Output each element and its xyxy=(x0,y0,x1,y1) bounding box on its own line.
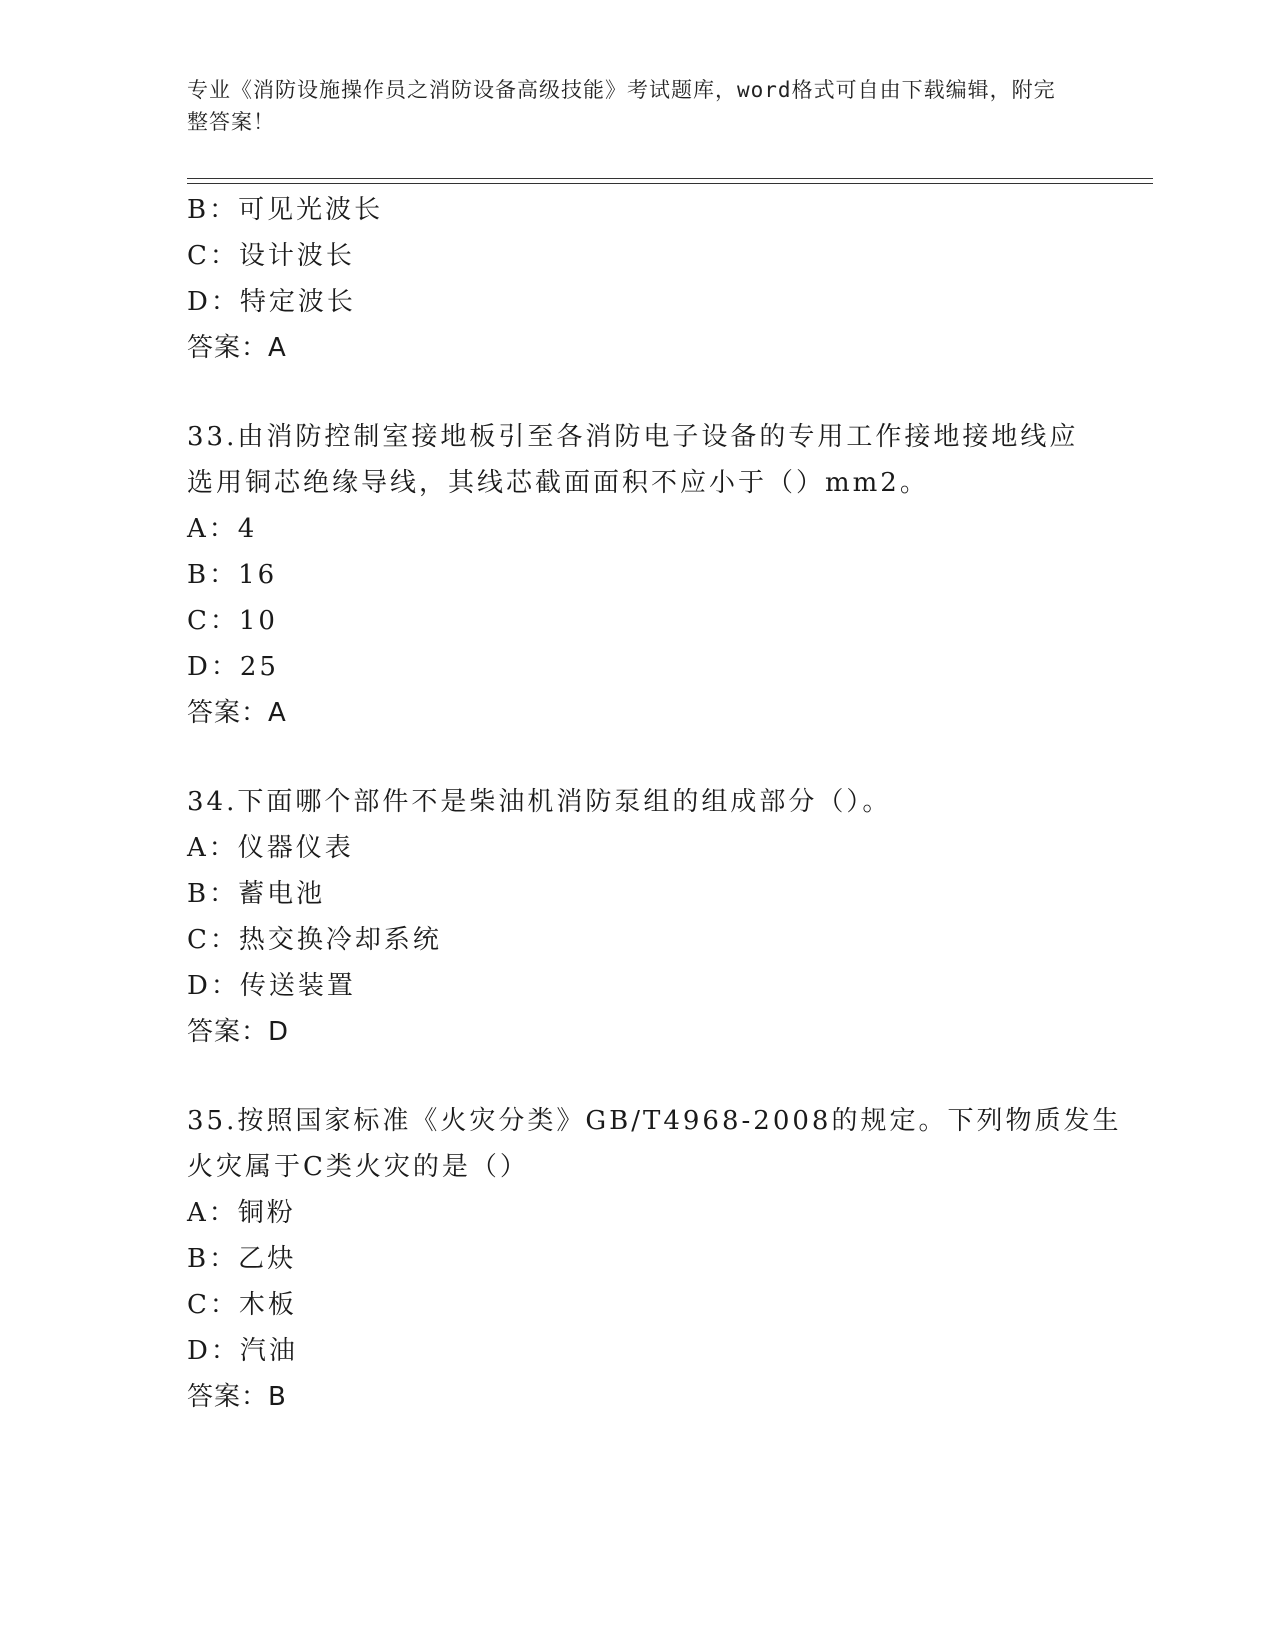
option-d: D：传送装置 xyxy=(187,971,356,1001)
option-c: C：木板 xyxy=(187,1290,297,1320)
option-c: C：热交换冷却系统 xyxy=(187,925,442,955)
spacer xyxy=(187,1055,1067,1098)
answer-line: 答案：B xyxy=(187,1382,287,1412)
option-a: A：铜粉 xyxy=(187,1198,296,1228)
option-a: A：4 xyxy=(187,514,258,544)
question-block-32 xyxy=(187,187,1067,371)
option-c: C：10 xyxy=(187,606,278,636)
option-c: C：设计波长 xyxy=(187,241,355,271)
question-block-33 xyxy=(187,414,1079,736)
question-text-line: 33.由消防控制室接地板引至各消防电子设备的专用工作接地接地线应 xyxy=(187,422,1079,452)
question-text-line: 选用铜芯绝缘导线，其线芯截面面积不应小于（）mm2。 xyxy=(187,468,929,498)
question-block-34 xyxy=(187,779,1067,1055)
answer-line: 答案：A xyxy=(187,698,287,728)
answer-line: 答案：A xyxy=(187,333,287,363)
document-header: 专业《消防设施操作员之消防设备高级技能》考试题库，word格式可自由下载编辑，附完整答案！ xyxy=(187,78,1056,134)
option-d: D：特定波长 xyxy=(187,287,356,317)
question-list xyxy=(187,187,1122,1420)
header-divider-top xyxy=(187,178,1153,179)
option-b: B：可见光波长 xyxy=(187,195,384,225)
option-b: B：蓄电池 xyxy=(187,879,326,909)
option-a: A：仪器仪表 xyxy=(187,833,354,863)
option-d: D：汽油 xyxy=(187,1336,298,1366)
spacer xyxy=(187,736,1067,779)
option-d: D：25 xyxy=(187,652,279,682)
question-text-line: 火灾属于C类火灾的是（） xyxy=(187,1152,529,1182)
option-b: B：乙炔 xyxy=(187,1244,297,1274)
question-text-line: 35.按照国家标准《火灾分类》GB/T4968-2008的规定。下列物质发生 xyxy=(187,1106,1122,1136)
header-divider-bottom xyxy=(187,183,1153,184)
answer-line: 答案：D xyxy=(187,1017,290,1047)
option-b: B：16 xyxy=(187,560,278,590)
question-block-35 xyxy=(187,1098,1122,1420)
spacer xyxy=(187,371,1067,414)
question-text-line: 34.下面哪个部件不是柴油机消防泵组的组成部分（）。 xyxy=(187,787,892,817)
